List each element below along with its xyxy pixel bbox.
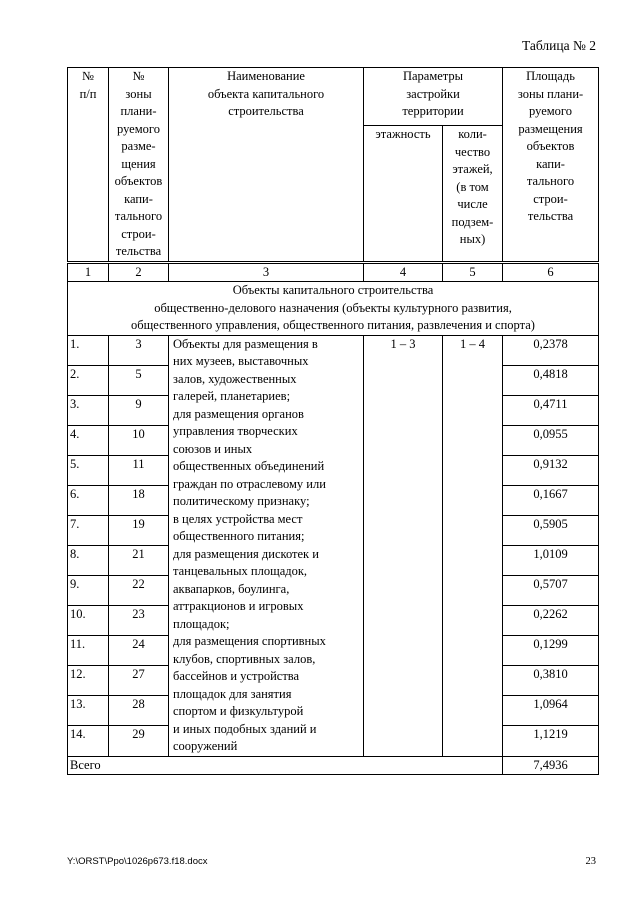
text-line: них музеев, выставочных (173, 354, 309, 368)
text-line: этажность (375, 127, 431, 142)
text-line: чество (454, 144, 491, 159)
text-line: щения (121, 156, 156, 171)
table-caption: Таблица № 2 (522, 38, 596, 53)
text-line: тельства (527, 209, 574, 223)
zone-area: 0,1299 (503, 636, 599, 666)
row-number: 3. (68, 395, 109, 425)
text-line: числе (457, 197, 488, 212)
text-line: аквапарков, боулинга, (173, 581, 290, 596)
text-line: тельства (115, 244, 162, 258)
text-line: площадок для занятия (173, 686, 292, 701)
zone-area: 0,2262 (503, 606, 599, 636)
text-line: п/п (79, 86, 97, 101)
text-line: территории (402, 104, 464, 118)
section-title (68, 282, 599, 336)
zone-number: 21 (109, 545, 169, 575)
text-line: для размещения дискотек и (173, 546, 319, 561)
zone-area: 0,2378 (503, 335, 599, 365)
text-line: Объекты капитального строительства (232, 283, 434, 297)
text-line: (в том (456, 179, 489, 194)
zone-number: 27 (109, 666, 169, 696)
row-number: 1. (68, 335, 109, 365)
text-line: капи- (536, 156, 565, 171)
zone-number: 10 (109, 425, 169, 455)
text-line: площадок; (173, 616, 230, 631)
file-path: Y:\ORST\Ppo\1026p673.f18.docx (67, 856, 208, 867)
zone-number: 29 (109, 726, 169, 756)
text-line: общественно-делового назначения (объекты культурного развития, (154, 300, 512, 315)
text-line: объектов (114, 174, 163, 188)
zone-area: 0,9132 (503, 455, 599, 485)
row-number: 9. (68, 576, 109, 606)
zone-area: 1,0964 (503, 696, 599, 726)
row-number: 8. (68, 545, 109, 575)
text-line: строи- (121, 226, 156, 241)
text-line: танцевальных площадок, (173, 564, 308, 578)
zone-number: 23 (109, 606, 169, 636)
text-line: общественного управления, общественного питания, развлечения и спорта) (131, 318, 535, 332)
text-line: Площадь (526, 69, 575, 83)
text-line: спортом и физкультурой (173, 704, 304, 718)
zone-number: 28 (109, 696, 169, 726)
section-row (68, 282, 599, 336)
header-zone-number (109, 68, 169, 263)
text-line: руемого (117, 121, 160, 136)
row-number: 7. (68, 515, 109, 545)
text-line: залов, художественных (173, 371, 297, 386)
zone-area: 1,1219 (503, 726, 599, 756)
text-line: тального (526, 174, 575, 188)
numbering-row (68, 262, 599, 282)
total-value: 7,4936 (503, 756, 599, 775)
text-line: Наименование (227, 69, 305, 83)
text-line: № (82, 69, 94, 83)
floor-count-value: 1 – 4 (443, 335, 503, 756)
text-line: подзем- (451, 214, 494, 229)
text-line: аттракционов и игровых (173, 599, 304, 613)
floors-value: 1 – 3 (364, 335, 443, 756)
text-line: объекта капитального (207, 86, 325, 101)
text-line: капи- (124, 191, 153, 206)
row-number: 10. (68, 606, 109, 636)
text-line: застройки (406, 86, 460, 101)
zone-area: 0,1667 (503, 485, 599, 515)
text-line: зоны плани- (517, 86, 584, 101)
text-line: клубов, спортивных залов, (173, 651, 316, 666)
num-col-3: 3 (169, 262, 364, 282)
text-line: бассейнов и устройства (173, 669, 300, 683)
text-line: этажей, (452, 162, 493, 177)
row-number: 4. (68, 425, 109, 455)
text-line: политическому признаку; (173, 494, 310, 508)
zone-number: 18 (109, 485, 169, 515)
text-line: коли- (458, 127, 487, 142)
header-number (68, 68, 109, 263)
zone-area: 1,0109 (503, 545, 599, 575)
text-line: тального (114, 209, 163, 223)
num-col-2: 2 (109, 262, 169, 282)
num-col-5: 5 (443, 262, 503, 282)
zone-area: 0,4818 (503, 365, 599, 395)
text-line: в целях устройства мест (173, 511, 303, 526)
zone-area: 0,4711 (503, 395, 599, 425)
text-line: для размещения спортивных (173, 634, 326, 648)
header-floor-count (443, 126, 503, 262)
row-number: 12. (68, 666, 109, 696)
row-number: 6. (68, 485, 109, 515)
row-number: 14. (68, 726, 109, 756)
object-description (169, 335, 364, 756)
text-line: разме- (121, 139, 156, 153)
header-object-name (169, 68, 364, 263)
num-col-1: 1 (68, 262, 109, 282)
header-parameters (364, 68, 503, 126)
text-line: размещения (518, 121, 583, 136)
zone-area: 0,0955 (503, 425, 599, 455)
text-line: общественных объединений (173, 459, 325, 473)
text-line: граждан по отраслевому или (173, 476, 326, 491)
text-line: зоны (125, 86, 152, 101)
zone-number: 9 (109, 395, 169, 425)
text-line: союзов и иных (173, 441, 253, 456)
zone-area: 0,3810 (503, 666, 599, 696)
text-line: для размещения органов (173, 406, 304, 421)
table-row (68, 335, 599, 365)
zone-area: 0,5905 (503, 515, 599, 545)
header-area (503, 68, 599, 263)
text-line: строительства (228, 104, 304, 118)
text-line: Объекты для размещения в (173, 336, 318, 351)
total-row (68, 756, 599, 775)
page-number: 23 (585, 856, 596, 867)
text-line: управления творческих (173, 424, 298, 438)
text-line: № (132, 69, 145, 83)
header-floors (364, 126, 443, 262)
row-number: 11. (68, 636, 109, 666)
text-line: и иных подобных зданий и (173, 721, 317, 736)
text-line: ных) (459, 232, 486, 247)
zone-number: 5 (109, 365, 169, 395)
text-line: Параметры (402, 69, 464, 83)
num-col-6: 6 (503, 262, 599, 282)
zone-number: 19 (109, 515, 169, 545)
zone-number: 22 (109, 576, 169, 606)
row-number: 13. (68, 696, 109, 726)
zone-area: 0,5707 (503, 576, 599, 606)
row-number: 5. (68, 455, 109, 485)
text-line: строи- (533, 191, 568, 206)
num-col-4: 4 (364, 262, 443, 282)
text-line: руемого (529, 104, 572, 118)
text-line: объектов (526, 139, 575, 153)
header-row (68, 68, 599, 126)
zone-number: 24 (109, 636, 169, 666)
text-line: плани- (120, 104, 157, 118)
total-label: Всего (68, 756, 503, 775)
zone-table (67, 67, 599, 775)
text-line: галерей, планетариев; (173, 389, 291, 403)
text-line: общественного питания; (173, 529, 305, 543)
text-line: сооружений (173, 739, 238, 753)
zone-number: 11 (109, 455, 169, 485)
row-number: 2. (68, 365, 109, 395)
zone-number: 3 (109, 335, 169, 365)
